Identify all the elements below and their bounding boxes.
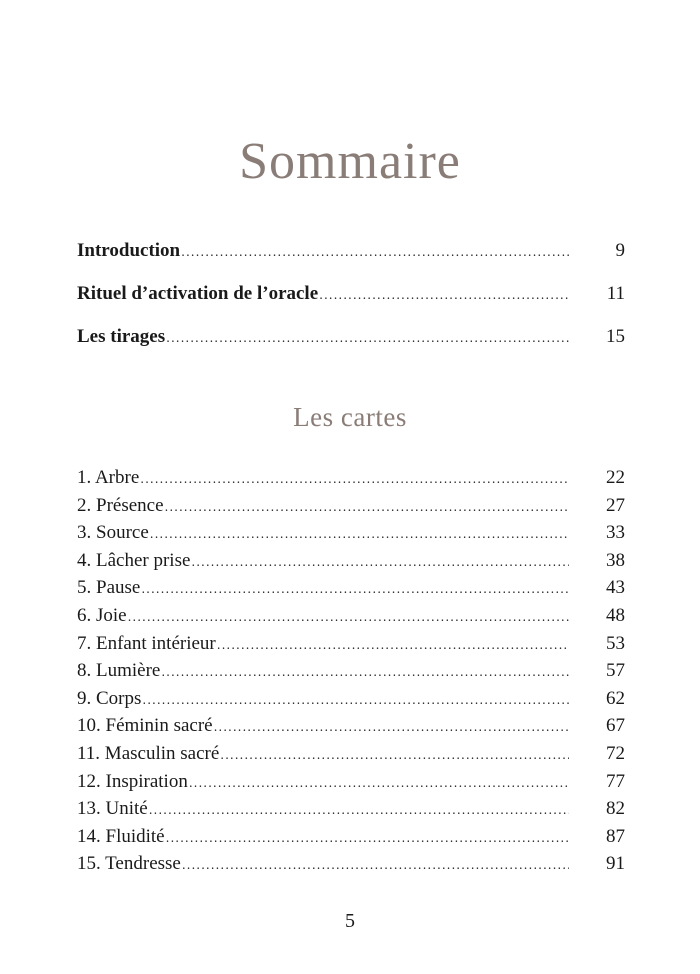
dot-leader <box>165 500 569 514</box>
card-entry-label: 2. Présence <box>77 494 164 516</box>
toc-entry-tirages[interactable] <box>77 326 625 369</box>
dot-leader <box>189 776 569 790</box>
card-entry[interactable] <box>77 771 625 799</box>
toc-entry-page: 9 <box>615 240 625 261</box>
card-entry-page: 33 <box>606 522 625 544</box>
dot-leader <box>150 527 569 541</box>
page-title: Sommaire <box>239 133 461 190</box>
card-entry-page: 82 <box>606 798 625 820</box>
card-entry[interactable] <box>77 743 625 771</box>
card-entry[interactable] <box>77 605 625 633</box>
card-entry-label: 4. Lâcher prise <box>77 549 191 571</box>
card-entry-page: 38 <box>606 549 625 571</box>
card-entry[interactable] <box>77 715 625 743</box>
card-entry-label: 12. Inspiration <box>77 770 188 792</box>
dot-leader <box>140 472 569 486</box>
card-entry[interactable] <box>77 495 625 523</box>
card-entry-page: 43 <box>606 577 625 599</box>
card-entry[interactable] <box>77 467 625 495</box>
dot-leader <box>149 803 569 817</box>
card-entry[interactable] <box>77 826 625 854</box>
dot-leader <box>166 331 569 345</box>
toc-entry-label: Rituel d’activation de l’oracle <box>77 283 319 304</box>
dot-leader <box>128 610 569 624</box>
card-entry-page: 67 <box>606 715 625 737</box>
card-entry-label: 13. Unité <box>77 798 148 820</box>
card-entry-label: 10. Féminin sacré <box>77 715 213 737</box>
card-entry-label: 8. Lumière <box>77 660 161 682</box>
card-entry-page: 62 <box>606 687 625 709</box>
card-entry-page: 48 <box>606 604 625 626</box>
card-entry-label: 7. Enfant intérieur <box>77 632 216 654</box>
card-entry[interactable] <box>77 798 625 826</box>
card-entry-page: 27 <box>606 494 625 516</box>
dot-leader <box>319 288 569 302</box>
dot-leader <box>182 858 569 872</box>
dot-leader <box>181 245 569 259</box>
dot-leader <box>191 555 569 569</box>
card-entry-label: 5. Pause <box>77 577 141 599</box>
card-entry-label: 9. Corps <box>77 687 142 709</box>
dot-leader <box>166 831 569 845</box>
toc-entry-label: Les tirages <box>77 326 166 347</box>
card-entry[interactable] <box>77 577 625 605</box>
card-entry-label: 15. Tendresse <box>77 853 181 875</box>
card-entry-page: 22 <box>606 467 625 488</box>
cards-section-title: Les cartes <box>293 402 407 432</box>
main-toc <box>77 240 625 369</box>
toc-entry-page: 15 <box>606 326 625 347</box>
card-entry[interactable] <box>77 853 625 881</box>
card-entry-page: 77 <box>606 770 625 792</box>
card-entry-label: 3. Source <box>77 522 149 544</box>
card-entry[interactable] <box>77 522 625 550</box>
card-entry[interactable] <box>77 633 625 661</box>
card-entry-page: 91 <box>606 853 625 875</box>
card-entry-label: 6. Joie <box>77 604 127 626</box>
toc-entry-page: 11 <box>606 283 625 304</box>
card-entry[interactable] <box>77 550 625 578</box>
card-entry-label: 1. Arbre <box>77 467 140 488</box>
cards-toc <box>77 467 625 881</box>
dot-leader <box>141 582 569 596</box>
card-entry-label: 14. Fluidité <box>77 825 165 847</box>
page-number: 5 <box>345 910 355 932</box>
card-entry-page: 53 <box>606 632 625 654</box>
card-entry-label: 11. Masculin sacré <box>77 742 220 764</box>
toc-entry-label: Introduction <box>77 240 181 261</box>
toc-entry-introduction[interactable] <box>77 240 625 283</box>
dot-leader <box>142 693 569 707</box>
card-entry[interactable] <box>77 660 625 688</box>
card-entry[interactable] <box>77 688 625 716</box>
toc-entry-rituel[interactable] <box>77 283 625 326</box>
dot-leader <box>161 665 569 679</box>
dot-leader <box>214 720 569 734</box>
card-entry-page: 72 <box>606 742 625 764</box>
dot-leader <box>217 638 569 652</box>
card-entry-page: 57 <box>606 660 625 682</box>
dot-leader <box>220 748 569 762</box>
card-entry-page: 87 <box>606 825 625 847</box>
